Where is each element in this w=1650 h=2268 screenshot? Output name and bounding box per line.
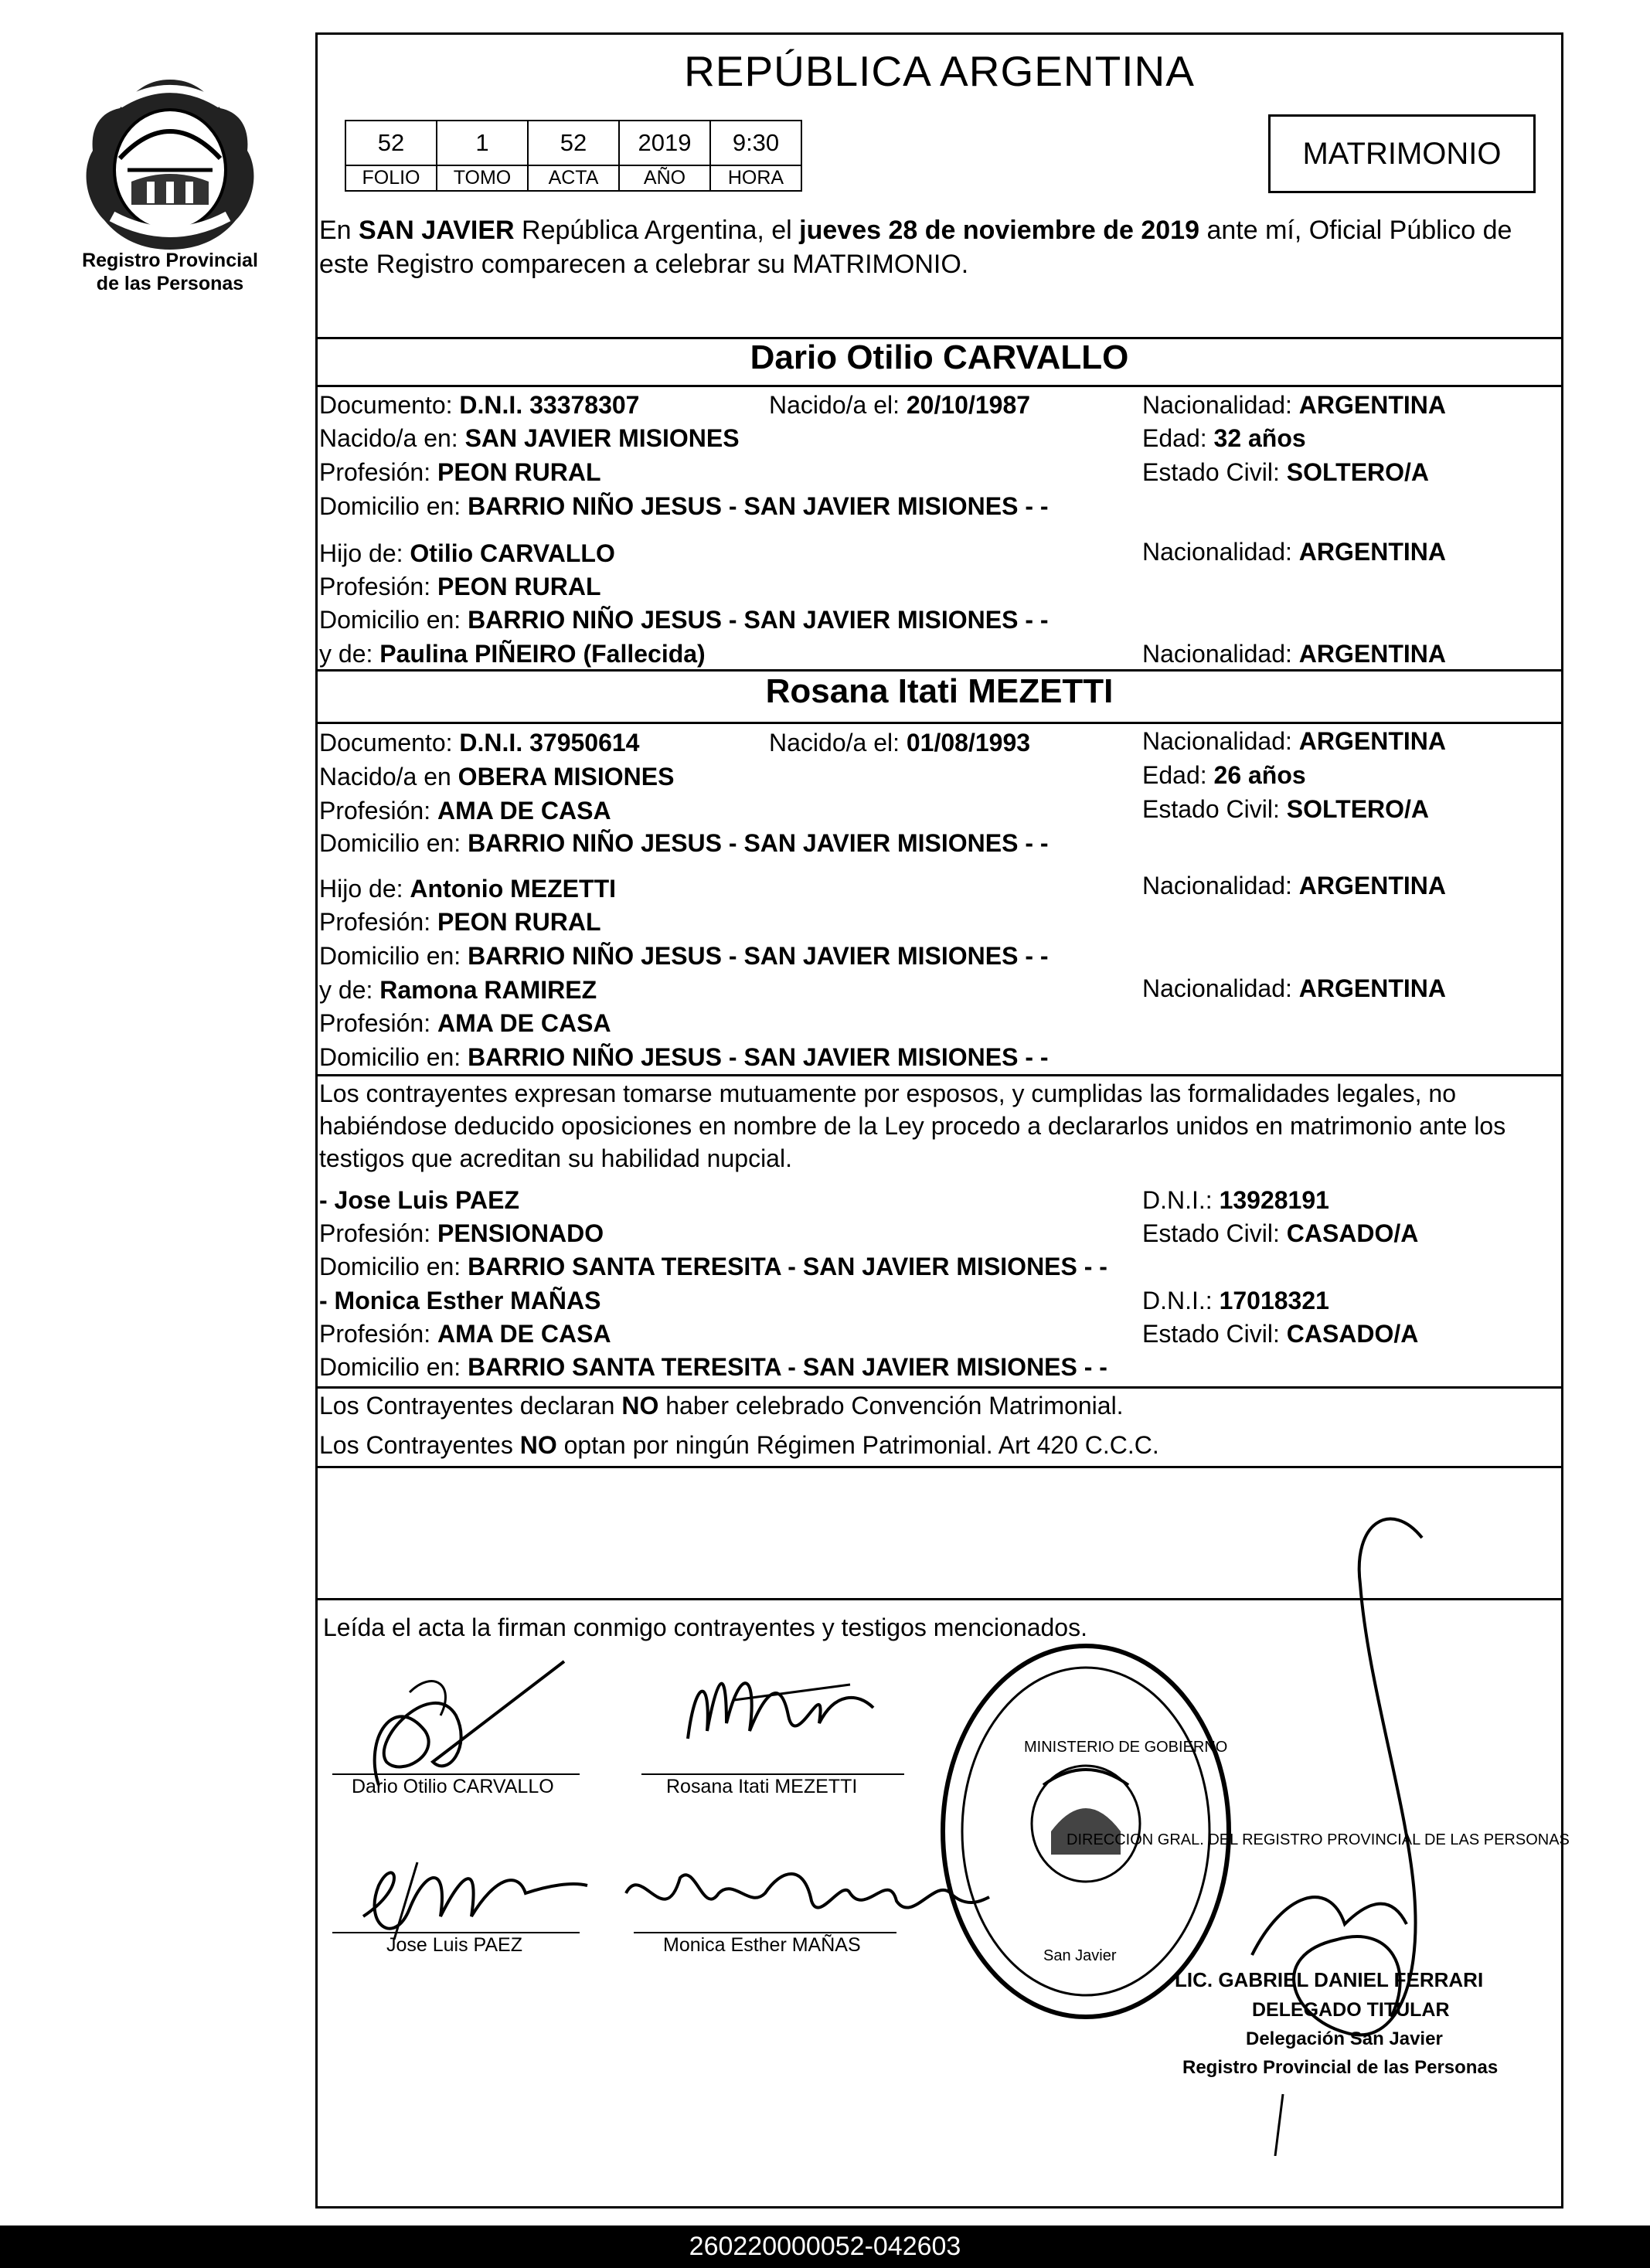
divider <box>315 1466 1563 1468</box>
signatures-intro: Leída el acta la firman conmigo contrayentes y testigos mencionados. <box>323 1613 1087 1641</box>
groom-nationality: Nacionalidad: ARGENTINA <box>1142 391 1447 419</box>
tomo-value: 1 <box>437 121 528 165</box>
bride-profession: Profesión: AMA DE CASA <box>319 797 611 825</box>
groom-father-nationality: Nacionalidad: ARGENTINA <box>1142 538 1447 566</box>
document-code: 260220000052-042603 <box>0 2225 1650 2268</box>
divider <box>315 1074 1563 1076</box>
groom-document: Documento: D.N.I. 33378307 <box>319 391 640 419</box>
registry-org-name: Registro Provincial de las Personas <box>82 250 258 294</box>
witness-2-address: Domicilio en: BARRIO SANTA TERESITA - SAN JAVIER MISIONES - - <box>319 1353 1107 1381</box>
folio-value: 52 <box>345 121 437 165</box>
groom-civil-status: Estado Civil: SOLTERO/A <box>1142 458 1430 486</box>
groom-birth-date: Nacido/a el: 20/10/1987 <box>769 391 1031 419</box>
seal-text: DIRECCION GRAL. DEL REGISTRO PROVINCIAL DE LAS PERSONAS <box>1067 1831 1570 1848</box>
groom-mother-nationality: Nacionalidad: ARGENTINA <box>1142 640 1447 668</box>
bride-signature <box>672 1646 904 1770</box>
divider <box>315 1386 1563 1389</box>
signature-line <box>641 1773 904 1775</box>
sig-label-witness-2: Monica Esther MAÑAS <box>663 1934 861 1956</box>
bride-mother-address: Domicilio en: BARRIO NIÑO JESUS - SAN JAVIER MISIONES - - <box>319 1043 1049 1071</box>
groom-father-profession: Profesión: PEON RURAL <box>319 573 601 600</box>
groom-father-address: Domicilio en: BARRIO NIÑO JESUS - SAN JAVIER MISIONES - - <box>319 606 1049 634</box>
year-value: 2019 <box>619 121 710 165</box>
folio-label: FOLIO <box>345 165 437 191</box>
bride-age: Edad: 26 años <box>1142 761 1306 789</box>
witness-1-dni: D.N.I.: 13928191 <box>1142 1186 1329 1214</box>
witness-1-profession: Profesión: PENSIONADO <box>319 1219 604 1247</box>
tomo-label: TOMO <box>437 165 528 191</box>
officer-office: Delegación San Javier <box>1246 2028 1443 2049</box>
acta-label: ACTA <box>528 165 619 191</box>
witness-1-address: Domicilio en: BARRIO SANTA TERESITA - SAN JAVIER MISIONES - - <box>319 1253 1107 1280</box>
divider <box>315 722 1563 724</box>
bride-name: Rosana Itati MEZETTI <box>765 672 1114 710</box>
bride-father-profession: Profesión: PEON RURAL <box>319 908 601 936</box>
hour-value: 9:30 <box>710 121 801 165</box>
sig-label-groom: Dario Otilio CARVALLO <box>352 1776 554 1797</box>
bride-mother: y de: Ramona RAMIREZ <box>319 976 597 1004</box>
groom-signature <box>332 1646 611 1800</box>
bride-address: Domicilio en: BARRIO NIÑO JESUS - SAN JAVIER MISIONES - - <box>319 829 1049 857</box>
act-type-badge: MATRIMONIO <box>1268 114 1536 193</box>
bride-mother-profession: Profesión: AMA DE CASA <box>319 1009 611 1037</box>
province-emblem-logo <box>73 73 267 255</box>
patrimonial-regime-statement: Los Contrayentes NO optan por ningún Régimen Patrimonial. Art 420 C.C.C. <box>319 1431 1159 1459</box>
divider <box>315 669 1563 672</box>
officer-registry: Registro Provincial de las Personas <box>1182 2057 1499 2078</box>
bride-document: Documento: D.N.I. 37950614 <box>319 729 640 757</box>
intro-paragraph: En SAN JAVIER República Argentina, el jueves 28 de noviembre de 2019 ante mí, Oficial Público de este Registro comparecen a celebrar su MATRIMONIO. <box>319 216 1512 279</box>
bride-father-nationality: Nacionalidad: ARGENTINA <box>1142 872 1447 899</box>
witness-2-civil-status: Estado Civil: CASADO/A <box>1142 1320 1419 1348</box>
convention-statement: Los Contrayentes declaran NO haber celebrado Convención Matrimonial. <box>319 1392 1124 1420</box>
seal-place: San Javier <box>1043 1947 1117 1964</box>
witness-1-signature <box>348 1839 603 1955</box>
hour-label: HORA <box>710 165 801 191</box>
groom-profession: Profesión: PEON RURAL <box>319 458 601 486</box>
groom-father: Hijo de: Otilio CARVALLO <box>319 539 615 567</box>
bride-birth-place: Nacido/a en OBERA MISIONES <box>319 763 675 791</box>
groom-birth-place: Nacido/a en: SAN JAVIER MISIONES <box>319 424 740 452</box>
bride-mother-nationality: Nacionalidad: ARGENTINA <box>1142 974 1447 1002</box>
bride-father: Hijo de: Antonio MEZETTI <box>319 875 616 903</box>
bride-civil-status: Estado Civil: SOLTERO/A <box>1142 795 1430 823</box>
groom-age: Edad: 32 años <box>1142 424 1306 452</box>
groom-mother: y de: Paulina PIÑEIRO (Fallecida) <box>319 640 706 668</box>
witness-1-name: - Jose Luis PAEZ <box>319 1186 520 1214</box>
divider <box>315 385 1563 387</box>
witness-2-name: - Monica Esther MAÑAS <box>319 1287 601 1314</box>
witness-2-profession: Profesión: AMA DE CASA <box>319 1320 611 1348</box>
seal-inner-text: MINISTERIO DE GOBIERNO <box>1024 1739 1228 1756</box>
witness-2-dni: D.N.I.: 17018321 <box>1142 1287 1329 1314</box>
sig-label-witness-1: Jose Luis PAEZ <box>386 1934 523 1956</box>
officer-role: DELEGADO TITULAR <box>1252 1999 1450 2021</box>
officer-name: LIC. GABRIEL DANIEL FERRARI <box>1175 1968 1484 1991</box>
bride-nationality: Nacionalidad: ARGENTINA <box>1142 727 1447 755</box>
year-label: AÑO <box>619 165 710 191</box>
bride-birth-date: Nacido/a el: 01/08/1993 <box>769 729 1031 757</box>
country-title: REPÚBLICA ARGENTINA <box>684 47 1195 95</box>
witness-1-civil-status: Estado Civil: CASADO/A <box>1142 1219 1419 1247</box>
declaration-paragraph: Los contrayentes expresan tomarse mutuamente por esposos, y cumplidas las formalidades legales, no habiéndose deducido oposiciones en nombre de la Ley procedo a declararlos unidos en matrimonio ante los testigos que acreditan su habilidad nupcial. <box>319 1080 1506 1172</box>
acta-value: 52 <box>528 121 619 165</box>
groom-name: Dario Otilio CARVALLO <box>750 338 1129 376</box>
record-metadata-table <box>345 120 802 192</box>
sig-label-bride: Rosana Itati MEZETTI <box>666 1776 858 1797</box>
bride-father-address: Domicilio en: BARRIO NIÑO JESUS - SAN JAVIER MISIONES - - <box>319 942 1049 970</box>
groom-address: Domicilio en: BARRIO NIÑO JESUS - SAN JAVIER MISIONES - - <box>319 492 1049 520</box>
